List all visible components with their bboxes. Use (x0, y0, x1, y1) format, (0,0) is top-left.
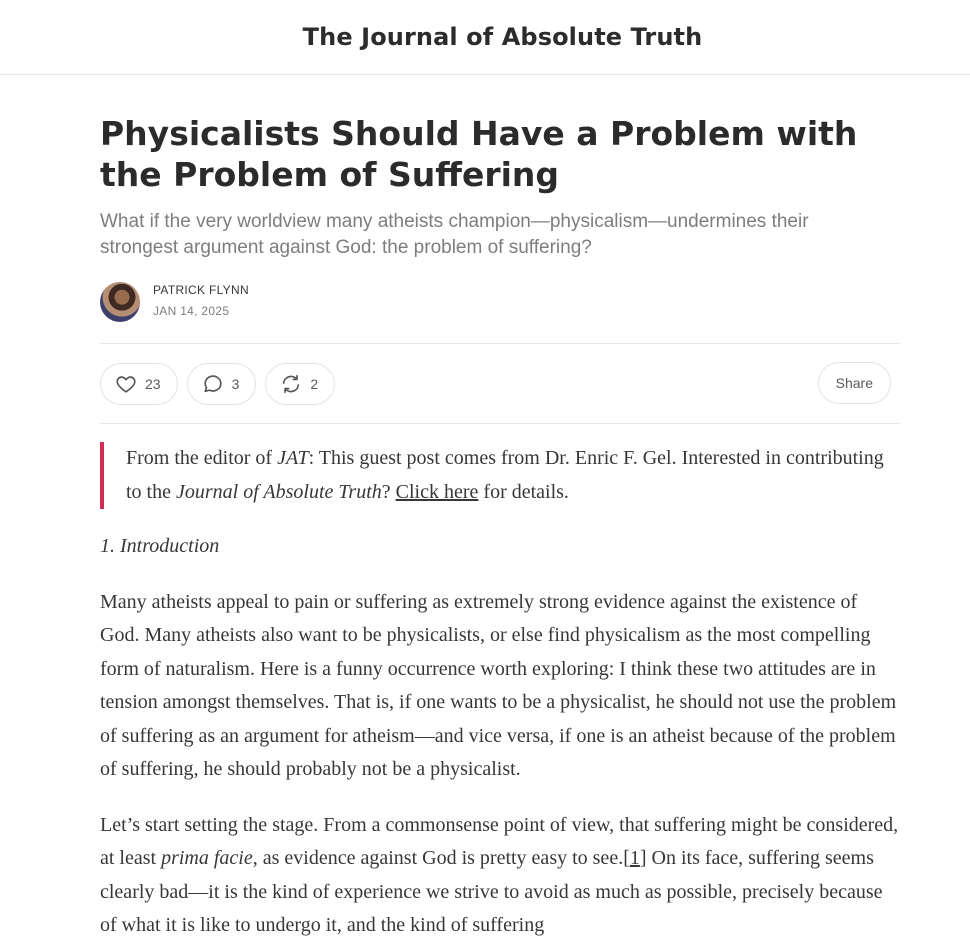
share-button[interactable] (818, 362, 891, 404)
post-title: Physicalists Should Have a Problem with the Problem of Suffering (100, 114, 858, 194)
publication-title[interactable]: The Journal of Absolute Truth (302, 23, 703, 51)
comment-button[interactable] (187, 363, 257, 405)
post-body (100, 442, 900, 943)
paragraph-text: , as evidence against God is pretty easy to see.[ (252, 847, 630, 869)
heart-icon (115, 373, 137, 395)
callout-text: : This guest post comes from Dr. Enric F. Gel. Interested in contributing to the (126, 447, 884, 503)
section-heading: 1. Introduction (100, 535, 220, 557)
restack-icon (280, 373, 302, 395)
share-label: Share (835, 375, 873, 391)
paragraph (100, 809, 900, 943)
paragraph-text: Let’s start setting the stage. From a commonsense point of view, that suffering might be considered, at least (100, 813, 899, 869)
publication-header (0, 0, 970, 75)
post-date: JAN 14, 2025 (153, 303, 230, 318)
callout-text: for details. (478, 480, 569, 503)
callout-journal-name: Journal of Absolute Truth (176, 480, 382, 503)
like-count: 23 (145, 375, 161, 392)
author-avatar[interactable] (100, 282, 140, 322)
callout-jat: JAT (277, 447, 309, 469)
footnote-link[interactable]: 1 (629, 847, 640, 869)
prima-facie-text: prima facie (161, 847, 253, 869)
author-name[interactable]: PATRICK FLYNN (153, 282, 249, 297)
click-here-link[interactable]: Click here (395, 480, 479, 503)
paragraph-text: ] On its face, suffering seems clearly bad—it is the kind of experience we strive to avoid as much as possible, precisely because of what it is like to undergo it, and the kind of suffering (100, 847, 883, 936)
callout-text: From the editor of (126, 447, 278, 469)
post-actions-bar (100, 343, 900, 424)
byline-text (153, 282, 249, 319)
editor-callout (100, 442, 900, 509)
restack-count: 2 (310, 375, 319, 392)
paragraph: Many atheists appeal to pain or suffering as extremely strong evidence against the existence of God. Many atheists also want to be physicalists, or else find physicalism as the most compelling form of naturalism. Here is a funny occurrence worth exploring: I think these two attitudes are in tension amongst themselves. That is, if one wants to be a physicalist, he should not use the problem of suffering as an argument for atheism—and vice versa, if one is an atheist because of the problem of suffering, he should probably not be a physicalist. (100, 590, 897, 780)
post-subtitle: What if the very worldview many atheists champion—physicalism—undermines their strongest argument against God: the problem of suffering? (100, 211, 809, 258)
byline (100, 280, 900, 324)
callout-text: ? (381, 480, 396, 503)
post-main (100, 75, 900, 943)
comment-icon (202, 373, 224, 395)
restack-button[interactable] (265, 363, 335, 405)
comment-count: 3 (231, 375, 240, 392)
like-button[interactable] (100, 363, 178, 405)
